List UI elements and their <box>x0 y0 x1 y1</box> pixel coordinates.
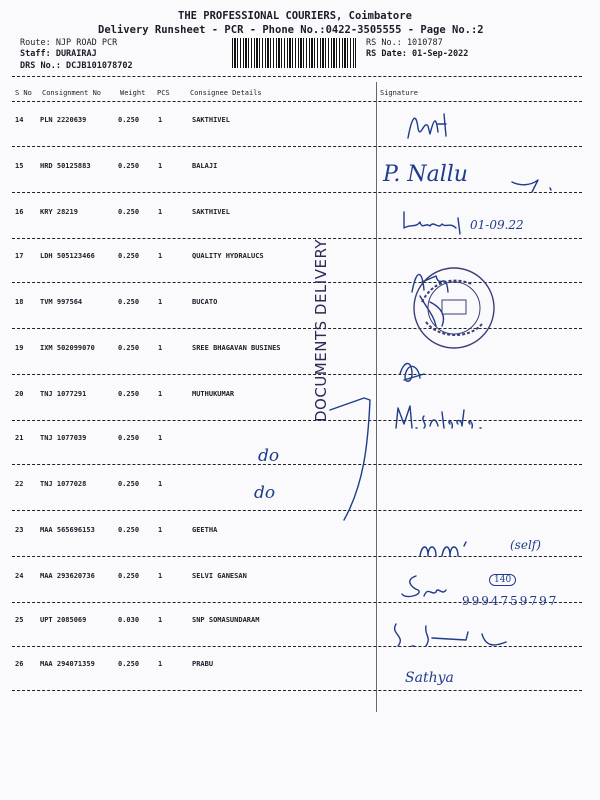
cell-cons: TVM 997564 <box>40 298 83 306</box>
cell-pcs: 1 <box>158 116 163 124</box>
cell-sno: 21 <box>15 434 24 442</box>
col-header-signature: Signature <box>380 89 418 97</box>
cell-det: SAKTHIVEL <box>192 208 230 216</box>
cell-wt: 0.250 <box>118 480 140 488</box>
cell-pcs: 1 <box>158 660 163 668</box>
signature-row-19 <box>376 352 586 392</box>
runsheet-page: THE PROFESSIONAL COURIERS, Coimbatore Delivery Runsheet - PCR - Phone No.:0422-3505555 - Page No.:2 Route: NJP ROAD PCR Staff: DURAIRAJ DRS No.: DCJB101078702 RS No.: 1010787 RS Date: 01-Sep-2022 S No Consignment No Weight PCS Consignee Details Signature 14 PLN 2220639 0.250 1 SAKTHIVEL 15 HRD 50125883 0.250 1 BALAJI 16 KRY 28219 0.250 1 SAKTHIVEL 17 LDH 505123466 0.250 1 QUALITY HYDRALUCS 18 TVM 997564 0.250 1 BUCATO 19 IXM 502099070 0.250 1 SREE BHAGAVAN BUSINES 20 TNJ 1077291 0.250 1 MUTHUKUMAR 21 TNJ 1077039 0.250 1 22 TNJ 1077028 0.250 1 23 MAA 565696153 0.250 1 GEETHA 24 MAA 293620736 0.250 1 SELVI GANESAN 25 UPT 2085069 0.030 1 SNP SOMASUNDARAM 26 MAA 294071359 0.250 1 PRABU P. Nallu 01-09.22 do do (self) 140 9994759797 Sathya DOCUMENTS DELIVERY <box>0 0 600 800</box>
cell-sno: 24 <box>15 572 24 580</box>
rs-number: RS No.: 1010787 <box>366 38 443 48</box>
cell-det: SELVI GANESAN <box>192 572 247 580</box>
col-header-pcs: PCS <box>157 89 170 97</box>
cell-pcs: 1 <box>158 434 163 442</box>
col-header-sno: S No <box>15 89 32 97</box>
row-divider <box>12 192 582 193</box>
cell-sno: 14 <box>15 116 24 124</box>
signature-row-26: Sathya <box>405 670 454 686</box>
signature-row-24-box: 140 <box>489 574 516 586</box>
divider <box>12 76 582 77</box>
cell-det: PRABU <box>192 660 214 668</box>
cell-sno: 23 <box>15 526 24 534</box>
cell-sno: 17 <box>15 252 24 260</box>
cell-sno: 18 <box>15 298 24 306</box>
cell-cons: TNJ 1077291 <box>40 390 87 398</box>
row-divider <box>12 146 582 147</box>
signature-row-25 <box>376 614 586 654</box>
cell-sno: 22 <box>15 480 24 488</box>
cell-wt: 0.250 <box>118 390 140 398</box>
staff-label: Staff: DURAIRAJ <box>20 49 97 59</box>
cell-det: BALAJI <box>192 162 218 170</box>
cell-det: SAKTHIVEL <box>192 116 230 124</box>
cell-sno: 25 <box>15 616 24 624</box>
ditto-mark-22: do <box>254 483 276 503</box>
row-divider <box>12 510 582 511</box>
cell-pcs: 1 <box>158 344 163 352</box>
cell-cons: IXM 502099070 <box>40 344 95 352</box>
cell-det: MUTHUKUMAR <box>192 390 235 398</box>
cell-det: QUALITY HYDRALUCS <box>192 252 264 260</box>
cell-wt: 0.250 <box>118 116 140 124</box>
cell-cons: PLN 2220639 <box>40 116 87 124</box>
rs-date: RS Date: 01-Sep-2022 <box>366 49 469 59</box>
signature-row-16-date: 01-09.22 <box>470 218 524 232</box>
cell-cons: TNJ 1077039 <box>40 434 87 442</box>
cell-wt: 0.250 <box>118 298 140 306</box>
cell-wt: 0.250 <box>118 252 140 260</box>
cell-sno: 15 <box>15 162 24 170</box>
cell-sno: 20 <box>15 390 24 398</box>
cell-wt: 0.250 <box>118 572 140 580</box>
company-seal <box>402 262 502 352</box>
signature-row-14 <box>376 106 586 146</box>
route-label: Route: NJP ROAD PCR <box>20 38 118 48</box>
signature-row-23 <box>376 530 586 570</box>
cell-pcs: 1 <box>158 390 163 398</box>
cell-wt: 0.250 <box>118 344 140 352</box>
col-header-consignment: Consignment No <box>42 89 102 97</box>
table-row <box>0 660 600 672</box>
cell-pcs: 1 <box>158 208 163 216</box>
signature-row-23-self: (self) <box>510 538 541 552</box>
cell-wt: 0.250 <box>118 526 140 534</box>
cell-pcs: 1 <box>158 252 163 260</box>
cell-cons: MAA 565696153 <box>40 526 95 534</box>
cell-pcs: 1 <box>158 572 163 580</box>
signature-row-24-phone: 9994759797 <box>462 594 559 608</box>
cell-cons: LDH 505123466 <box>40 252 95 260</box>
row-divider <box>12 690 582 691</box>
cell-det: BUCATO <box>192 298 218 306</box>
cell-wt: 0.030 <box>118 616 140 624</box>
signature-row-15-tail <box>510 160 560 200</box>
cell-cons: MAA 293620736 <box>40 572 95 580</box>
row-divider <box>12 464 582 465</box>
signature-row-15: P. Nallu <box>383 162 468 187</box>
cell-pcs: 1 <box>158 162 163 170</box>
cell-wt: 0.250 <box>118 162 140 170</box>
cell-sno: 26 <box>15 660 24 668</box>
cell-wt: 0.250 <box>118 208 140 216</box>
cell-sno: 16 <box>15 208 24 216</box>
cell-pcs: 1 <box>158 298 163 306</box>
runsheet-subtitle: Delivery Runsheet - PCR - Phone No.:0422-3505555 - Page No.:2 <box>98 24 484 36</box>
col-header-consignee: Consignee Details <box>190 89 262 97</box>
cell-pcs: 1 <box>158 480 163 488</box>
cell-cons: UPT 2085069 <box>40 616 87 624</box>
cell-wt: 0.250 <box>118 434 140 442</box>
cell-wt: 0.250 <box>118 660 140 668</box>
cell-det: GEETHA <box>192 526 218 534</box>
cell-det: SREE BHAGAVAN BUSINES <box>192 344 281 352</box>
table-row <box>0 480 600 492</box>
company-title: THE PROFESSIONAL COURIERS, Coimbatore <box>178 10 412 22</box>
signature-row-20 <box>376 398 586 438</box>
col-header-weight: Weight <box>120 89 146 97</box>
cell-cons: MAA 294071359 <box>40 660 95 668</box>
cell-pcs: 1 <box>158 616 163 624</box>
cell-cons: TNJ 1077028 <box>40 480 87 488</box>
cell-sno: 19 <box>15 344 24 352</box>
drs-number: DRS No.: DCJB101078702 <box>20 61 133 71</box>
barcode <box>232 38 356 68</box>
cell-cons: HRD 50125883 <box>40 162 91 170</box>
ditto-mark-21: do <box>258 446 280 466</box>
cell-det: SNP SOMASUNDARAM <box>192 616 260 624</box>
cell-pcs: 1 <box>158 526 163 534</box>
divider <box>12 101 582 102</box>
cell-cons: KRY 28219 <box>40 208 78 216</box>
